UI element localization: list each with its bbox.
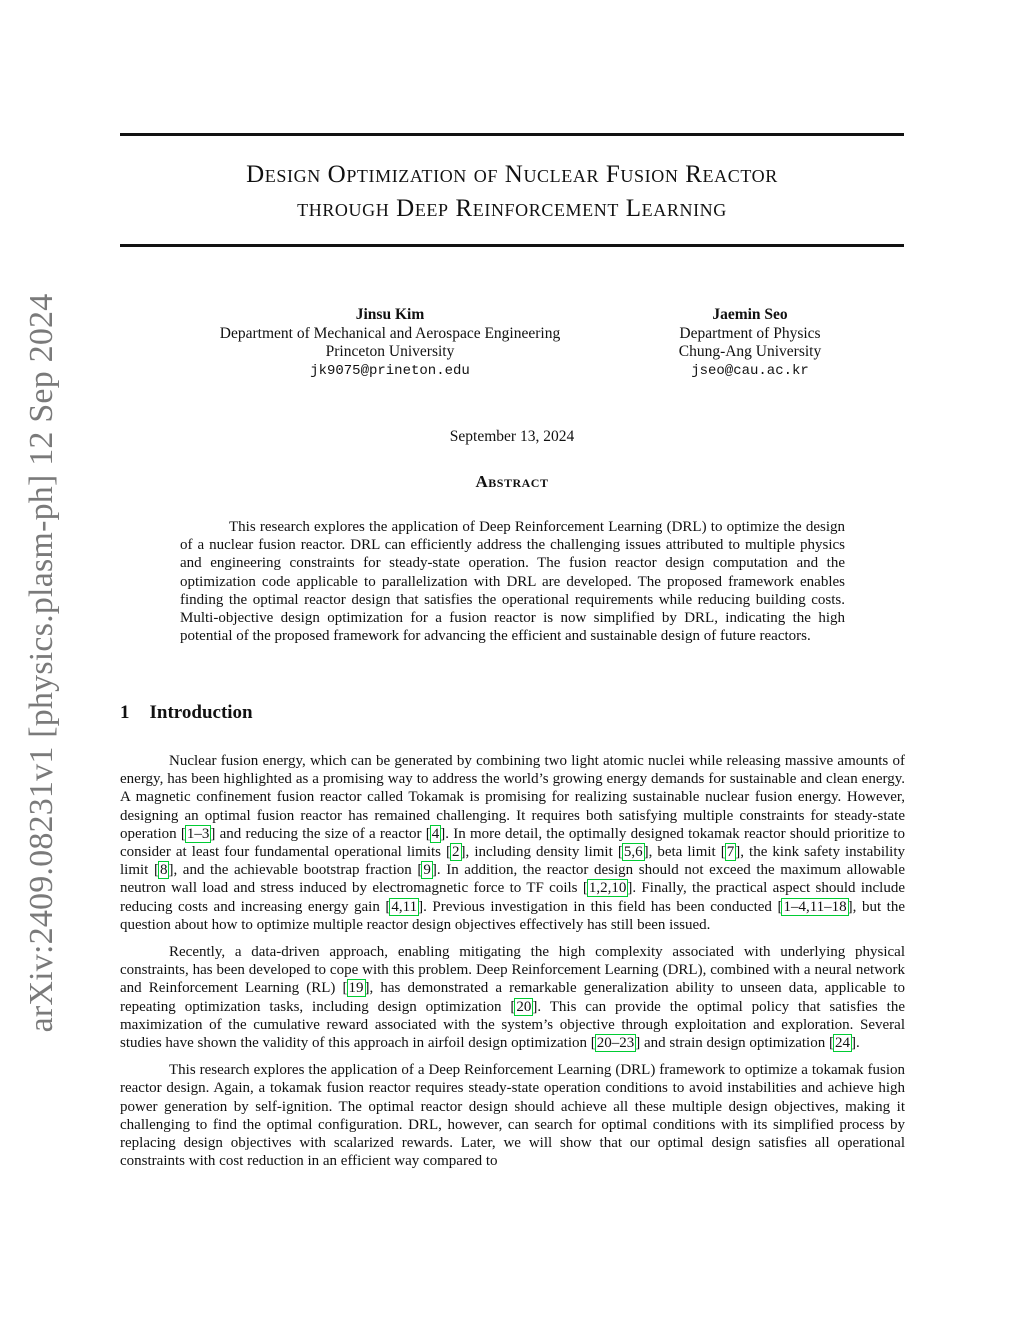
paragraph-text: , the kink safety instability limit (120, 844, 905, 879)
citation-link[interactable]: 5,6 (623, 844, 643, 861)
body-paragraph (120, 1061, 905, 1170)
author-email[interactable]: jseo@cau.ac.kr (691, 362, 809, 379)
author-block-1 (180, 306, 600, 380)
abstract-heading: Abstract (475, 472, 549, 491)
citation-link[interactable]: 1,2,10 (588, 880, 627, 897)
paragraph-text: This research explores the application of a Deep Reinforcement Learning (DRL) framework to optimize a tokamak fusion reactor design. Again, a tokamak fusion reactor requires steady-state operation conditions to avoid instabilities and achieve high power generation by self-ignition. The optimal reactor design should achieve all these multiple design objectives, making it challenging to find the optimal configuration. DRL, however, can search for optimal conditions with its simplified process by replacing design objectives with scalarized rewards. Later, we will show that our optimal design satisfies all operational constraints with cost reduction in an efficient way compared to (120, 1062, 905, 1170)
citation-link[interactable]: 20 (516, 998, 532, 1015)
author-department: Department of Mechanical and Aerospace Engineering (219, 324, 561, 342)
citation-link[interactable]: 1–4,11–18 (783, 898, 847, 915)
citation-link[interactable]: 20–23 (596, 1035, 635, 1052)
paragraph-text: , and the achievable bootstrap fraction (173, 862, 418, 879)
author-name: Jaemin Seo (712, 306, 788, 323)
arxiv-identifier: arXiv:2409.08231v1 [physics.plasm-ph] 12 Sep 2024 (23, 293, 60, 1033)
title-top-rule (120, 133, 904, 136)
paragraph-text: . Previous investigation in this field has been conducted (423, 898, 778, 915)
paragraph-text: , has demonstrated a remarkable generalization ability to unseen data, applicable to repeating optimization tasks, including design optimization (120, 980, 905, 1015)
citation-link[interactable]: 19 (348, 980, 364, 997)
author-institution: Chung-Ang University (678, 343, 822, 360)
paragraph-text: Recently, a data-driven approach, enabling mitigating the high complexity associated with underlying physical constraints, has been developed to cope with this problem. Deep Reinforcement Learning (DRL), combined with a neural network and Reinforcement Learning (RL) (120, 944, 905, 997)
citation-link[interactable]: 1–3 (186, 825, 210, 842)
paragraph-text: and strain design optimization (640, 1035, 829, 1052)
citation-link[interactable]: 24 (834, 1035, 850, 1052)
section-heading-introduction (120, 702, 253, 724)
author-name: Jinsu Kim (355, 306, 425, 323)
publication-date: September 13, 2024 (449, 428, 575, 445)
body-paragraph: Recently, a data-driven approach, enabling mitigating the high complexity associated with underlying physical constraints, has been developed to cope with this problem. Deep Reinforcement Learning (DRL), combined with a neural network and Reinforcement Learning (RL) [19], has demonstrated a remarkable generalization ability to unseen data, applicable to repeating optimization tasks, including design optimization [20]. This can provide the optimal policy that satisfies the maximization of the cumulative reward associated with the system’s objective through exploitation and exploration. Several studies have shown the validity of this approach in airfoil design optimization [20–23] and strain design optimization [24]. (120, 944, 905, 1052)
title-line-1: Design Optimization of Nuclear Fusion Reactor (246, 161, 778, 188)
paragraph-text: , but the question about how to optimize multiple reactor design objectives effectively has still been issued. (120, 898, 905, 933)
introduction-body (120, 752, 905, 1179)
paragraph-text: , including density limit (465, 844, 618, 861)
citation-link[interactable]: 7 (726, 844, 735, 861)
paragraph-text: . Finally, the practical aspect should include reducing costs and increasing energy gain (120, 880, 905, 915)
paragraph-text: . This can provide the optimal policy that satisfies the maximization of the cumulative reward associated with the system’s objective through exploitation and exploration. Several studies have shown the validity of this approach in airfoil design optimization (120, 998, 905, 1052)
paragraph-text: . In addition, the reactor design should not exceed the maximum allowable neutron wall load and stress induced by electromagnetic force to TF coils (120, 862, 905, 897)
author-institution: Princeton University (325, 343, 455, 360)
citation-link[interactable]: 8 (159, 862, 168, 879)
author-department: Department of Physics (679, 324, 821, 342)
body-paragraph: Nuclear fusion energy, which can be generated by combining two light atomic nuclei while releasing massive amounts of energy, has been highlighted as a promising way to address the world’s growing energy demands for sustainable and clean energy. A magnetic confinement fusion reactor called Tokamak is promising for realizing sustainable nuclear fusion energy. However, designing an optimal fusion reactor has remained challenging. It requires both satisfying multiple constraints for steady-state operation [1–3] and reducing the size of a reactor [4]. In more detail, the optimally designed tokamak reactor should prioritize to consider at least four fundamental operational limits [2], including density limit [5,6], beta limit [7], the kink safety instability limit [8], and the achievable bootstrap fraction [9]. In addition, the reactor design should not exceed the maximum allowable neutron wall load and stress induced by electromagnetic force to TF coils [1,2,10]. Finally, the practical aspect should include reducing costs and increasing energy gain [4,11]. Previous investigation in this field has been conducted [1–4,11–18], but the question about how to optimize multiple reactor design objectives effectively has still been issued. (120, 753, 905, 933)
paragraph-text: Nuclear fusion energy, which can be generated by combining two light atomic nuclei while releasing massive amounts of energy, has been highlighted as a promising way to address the world’s growing energy demands for sustainable and clean energy. A magnetic confinement fusion reactor called Tokamak is promising for realizing sustainable nuclear fusion energy. However, designing an optimal fusion reactor has remained challenging. It requires both satisfying multiple constraints for steady-state operation (120, 753, 905, 842)
citation-link[interactable]: 2 (452, 844, 460, 861)
title-line-2: through Deep Reinforcement Learning (297, 195, 727, 222)
citation-link[interactable]: 4 (431, 825, 440, 842)
citation-link[interactable]: 9 (423, 862, 431, 879)
abstract-text: This research explores the application of Deep Reinforcement Learning (DRL) to optimize the design of a nuclear fusion reactor. DRL can efficiently address the challenging issues attributed to multiple physics and engineering constraints for steady-state operation. The fusion reactor design computation and the optimization code applicable to parallelization with DRL are developed. The proposed framework enables finding the optimal reactor design that satisfies the operational requirements while reducing building costs. Multi-objective design optimization for a fusion reactor is now simplified by DRL, indicating the high potential of the proposed framework for advancing the efficient and sustainable design of future reactors. (180, 519, 845, 645)
paper-title (120, 158, 904, 226)
paragraph-text: , beta limit (648, 844, 721, 861)
author-email[interactable]: jk9075@prineton.edu (310, 362, 470, 379)
paragraph-text: and reducing the size of a reactor (215, 825, 426, 842)
citation-link[interactable]: 4,11 (391, 898, 418, 915)
author-block-2 (640, 306, 860, 380)
title-bottom-rule (120, 244, 904, 247)
paragraph-text: . (855, 1035, 860, 1052)
section-title: Introduction (149, 702, 253, 723)
paragraph-text: . In more detail, the optimally designed tokamak reactor should prioritize to consider at least four fundamental operational limits (120, 825, 905, 861)
section-number: 1 (120, 702, 130, 723)
